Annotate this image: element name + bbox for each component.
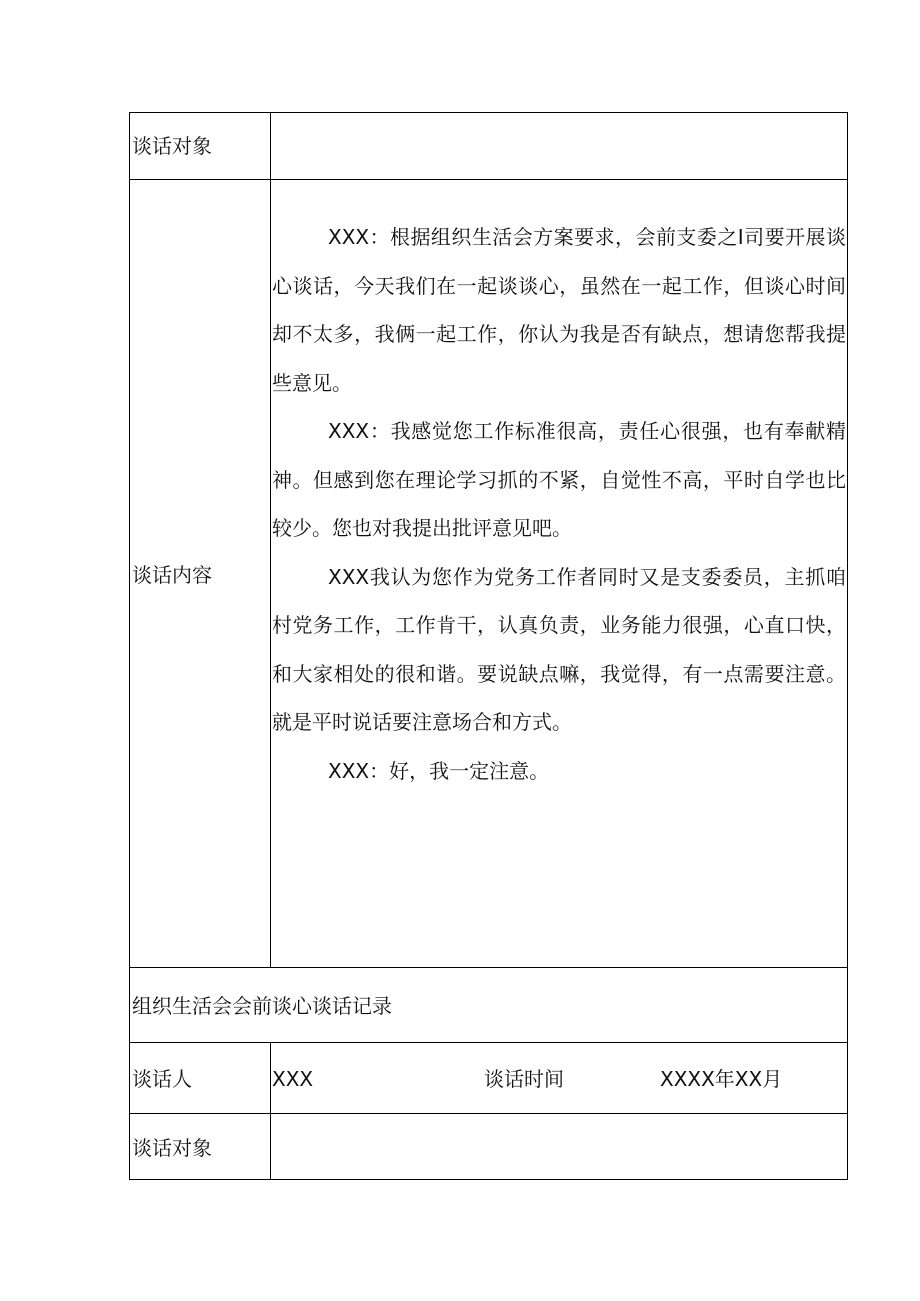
content-paragraph: XXX：根据组织生活会方案要求，会前支委之I司要开展谈心谈话，今天我们在一起谈谈心，虽然在一起工作，但谈心时间却不太多，我俩一起工作，你认为我是否有缺点，想请您帮我提些意见。 <box>272 225 846 395</box>
content-paragraph: XXX我认为您作为党务工作者同时又是支委委员，主抓咱村党务工作，工作肯干，认真负责，业务能力很强，心直口快，和大家相处的很和谐。要说缺点嘛，我觉得，有一点需要注意。就是平时说话要注意场合和方式。 <box>272 564 846 734</box>
time-label: 谈话时间 <box>484 1067 564 1091</box>
subject-label: 谈话对象 <box>132 134 212 158</box>
column-divider <box>270 1042 271 1180</box>
row-divider <box>130 1113 847 1114</box>
time-value: XXXX年XX月 <box>660 1067 783 1091</box>
conversation-content <box>272 213 846 795</box>
speaker-label: 谈话人 <box>132 1067 192 1091</box>
subject-label-2: 谈话对象 <box>132 1136 212 1160</box>
record-title: 组织生活会会前谈心谈话记录 <box>132 994 392 1018</box>
content-paragraph: XXX：我感觉您工作标准很高，责任心很强，也有奉献精神。但感到您在理论学习抓的不紧，自觉性不高，平时自学也比较少。您也对我提出批评意见吧。 <box>272 419 846 540</box>
content-label: 谈话内容 <box>132 563 212 587</box>
content-paragraph: XXX：好，我一定注意。 <box>328 758 550 783</box>
speaker-value: XXX <box>272 1067 314 1091</box>
record-table <box>129 112 848 1180</box>
row-divider <box>130 1042 847 1043</box>
row-divider <box>130 179 847 180</box>
column-divider <box>270 113 271 967</box>
row-divider <box>130 967 847 968</box>
